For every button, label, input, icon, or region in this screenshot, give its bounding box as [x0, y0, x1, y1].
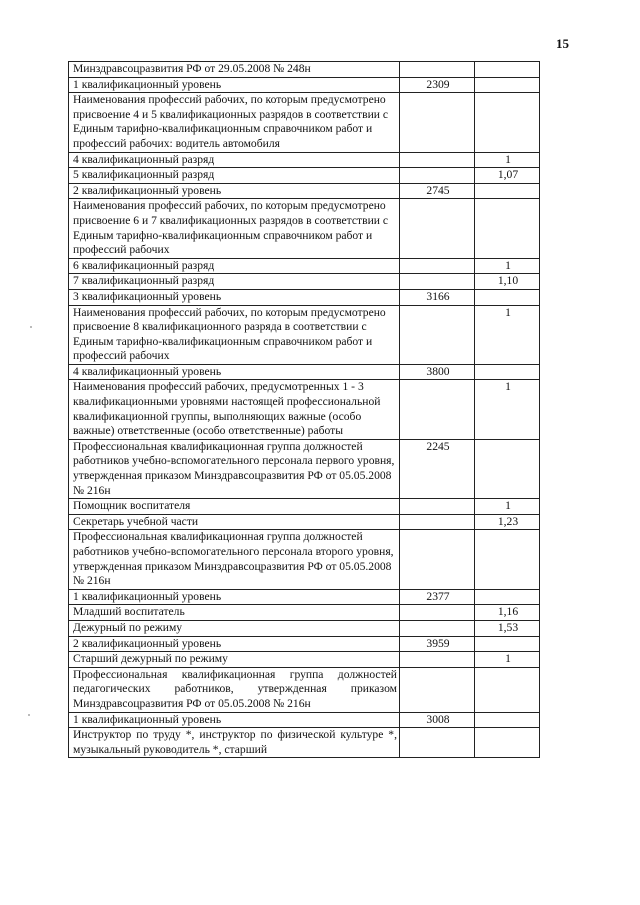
row-salary — [400, 168, 475, 184]
table-row — [69, 589, 540, 605]
row-salary — [400, 93, 475, 152]
row-coefficient — [475, 589, 540, 605]
row-coefficient: 1 — [475, 258, 540, 274]
row-label: Младший воспитатель — [69, 605, 400, 621]
row-label: 1 квалификационный уровень — [69, 712, 400, 728]
row-label: 3 квалификационный уровень — [69, 289, 400, 305]
row-label: Профессиональная квалификационная группа должностей педагогических работников, утвержденная приказом Минздравсоцразвития РФ от 05.05.2008 № 216н — [69, 667, 400, 712]
table-row — [69, 199, 540, 258]
table-row — [69, 530, 540, 589]
table-row — [69, 514, 540, 530]
row-coefficient: 1,07 — [475, 168, 540, 184]
row-label: 4 квалификационный разряд — [69, 152, 400, 168]
row-salary: 3800 — [400, 364, 475, 380]
row-label: Секретарь учебной части — [69, 514, 400, 530]
row-salary — [400, 305, 475, 364]
table-row — [69, 168, 540, 184]
row-salary: 2245 — [400, 439, 475, 498]
row-label: Наименования профессий рабочих, по которым предусмотрено присвоение 6 и 7 квалификационных разрядов в соответствии с Единым тарифно-квалификационным справочником работ и профессий рабочих — [69, 199, 400, 258]
row-salary — [400, 620, 475, 636]
row-label: 2 квалификационный уровень — [69, 636, 400, 652]
table-row — [69, 274, 540, 290]
row-salary — [400, 499, 475, 515]
scan-mark — [30, 326, 32, 328]
row-salary — [400, 652, 475, 668]
row-label: 1 квалификационный уровень — [69, 77, 400, 93]
row-salary — [400, 274, 475, 290]
table-row — [69, 652, 540, 668]
table-row — [69, 364, 540, 380]
row-coefficient: 1 — [475, 152, 540, 168]
table-row — [69, 93, 540, 152]
qualification-table — [68, 61, 540, 758]
table-row — [69, 499, 540, 515]
row-coefficient: 1,16 — [475, 605, 540, 621]
row-coefficient: 1 — [475, 305, 540, 364]
row-salary: 2377 — [400, 589, 475, 605]
row-coefficient — [475, 712, 540, 728]
table-row — [69, 439, 540, 498]
row-label: Профессиональная квалификационная группа должностей работников учебно-вспомогательного персонала первого уровня, утвержденная приказом Минздравсоцразвития РФ от 05.05.2008 № 216н — [69, 439, 400, 498]
row-coefficient — [475, 728, 540, 758]
table-row — [69, 183, 540, 199]
row-label: 5 квалификационный разряд — [69, 168, 400, 184]
row-coefficient: 1,53 — [475, 620, 540, 636]
row-salary — [400, 258, 475, 274]
row-label: 7 квалификационный разряд — [69, 274, 400, 290]
row-label: Дежурный по режиму — [69, 620, 400, 636]
row-label: Наименования профессий рабочих, предусмотренных 1 - 3 квалификационными уровнями настоящей профессиональной квалификационной группы, выполняющих важные (особо важные) ответственные (особо ответственные) работы — [69, 380, 400, 439]
row-coefficient: 1 — [475, 380, 540, 439]
row-coefficient: 1 — [475, 499, 540, 515]
table-row — [69, 77, 540, 93]
row-coefficient: 1 — [475, 652, 540, 668]
row-label: Минздравсоцразвития РФ от 29.05.2008 № 248н — [69, 62, 400, 78]
table-row — [69, 712, 540, 728]
table-row — [69, 380, 540, 439]
row-coefficient — [475, 183, 540, 199]
row-coefficient — [475, 530, 540, 589]
row-label: 1 квалификационный уровень — [69, 589, 400, 605]
page-number: 15 — [556, 36, 569, 51]
row-salary: 3166 — [400, 289, 475, 305]
table-row — [69, 258, 540, 274]
row-salary — [400, 530, 475, 589]
row-salary: 2309 — [400, 77, 475, 93]
row-label: Профессиональная квалификационная группа должностей работников учебно-вспомогательного персонала второго уровня, утвержденная приказом Минздравсоцразвития РФ от 05.05.2008 № 216н — [69, 530, 400, 589]
table-row — [69, 636, 540, 652]
row-salary — [400, 380, 475, 439]
row-coefficient: 1,10 — [475, 274, 540, 290]
row-salary — [400, 514, 475, 530]
table-row — [69, 605, 540, 621]
row-coefficient — [475, 667, 540, 712]
row-label: Инструктор по труду *, инструктор по физической культуре *, музыкальный руководитель *, старший — [69, 728, 400, 758]
table-row — [69, 620, 540, 636]
row-salary — [400, 605, 475, 621]
row-coefficient — [475, 439, 540, 498]
row-coefficient — [475, 199, 540, 258]
table-row — [69, 728, 540, 758]
row-coefficient — [475, 62, 540, 78]
row-salary — [400, 152, 475, 168]
row-coefficient — [475, 289, 540, 305]
row-salary — [400, 62, 475, 78]
row-coefficient — [475, 77, 540, 93]
row-salary: 3959 — [400, 636, 475, 652]
row-label: 4 квалификационный уровень — [69, 364, 400, 380]
scan-mark — [28, 714, 30, 716]
row-salary — [400, 667, 475, 712]
row-salary: 3008 — [400, 712, 475, 728]
row-salary: 2745 — [400, 183, 475, 199]
row-salary — [400, 199, 475, 258]
table-row — [69, 62, 540, 78]
row-label: 2 квалификационный уровень — [69, 183, 400, 199]
row-label: Старший дежурный по режиму — [69, 652, 400, 668]
table-row — [69, 305, 540, 364]
row-label: 6 квалификационный разряд — [69, 258, 400, 274]
row-coefficient — [475, 636, 540, 652]
row-label: Наименования профессий рабочих, по которым предусмотрено присвоение 8 квалификационного разряда в соответствии с Единым тарифно-квалификационным справочником работ и профессий рабочих — [69, 305, 400, 364]
table-row — [69, 667, 540, 712]
row-label: Помощник воспитателя — [69, 499, 400, 515]
row-coefficient — [475, 364, 540, 380]
row-label: Наименования профессий рабочих, по которым предусмотрено присвоение 4 и 5 квалификационных разрядов в соответствии с Единым тарифно-квалификационным справочником работ и профессий рабочих: водитель автомобиля — [69, 93, 400, 152]
row-coefficient — [475, 93, 540, 152]
table-row — [69, 152, 540, 168]
row-coefficient: 1,23 — [475, 514, 540, 530]
row-salary — [400, 728, 475, 758]
table-row — [69, 289, 540, 305]
